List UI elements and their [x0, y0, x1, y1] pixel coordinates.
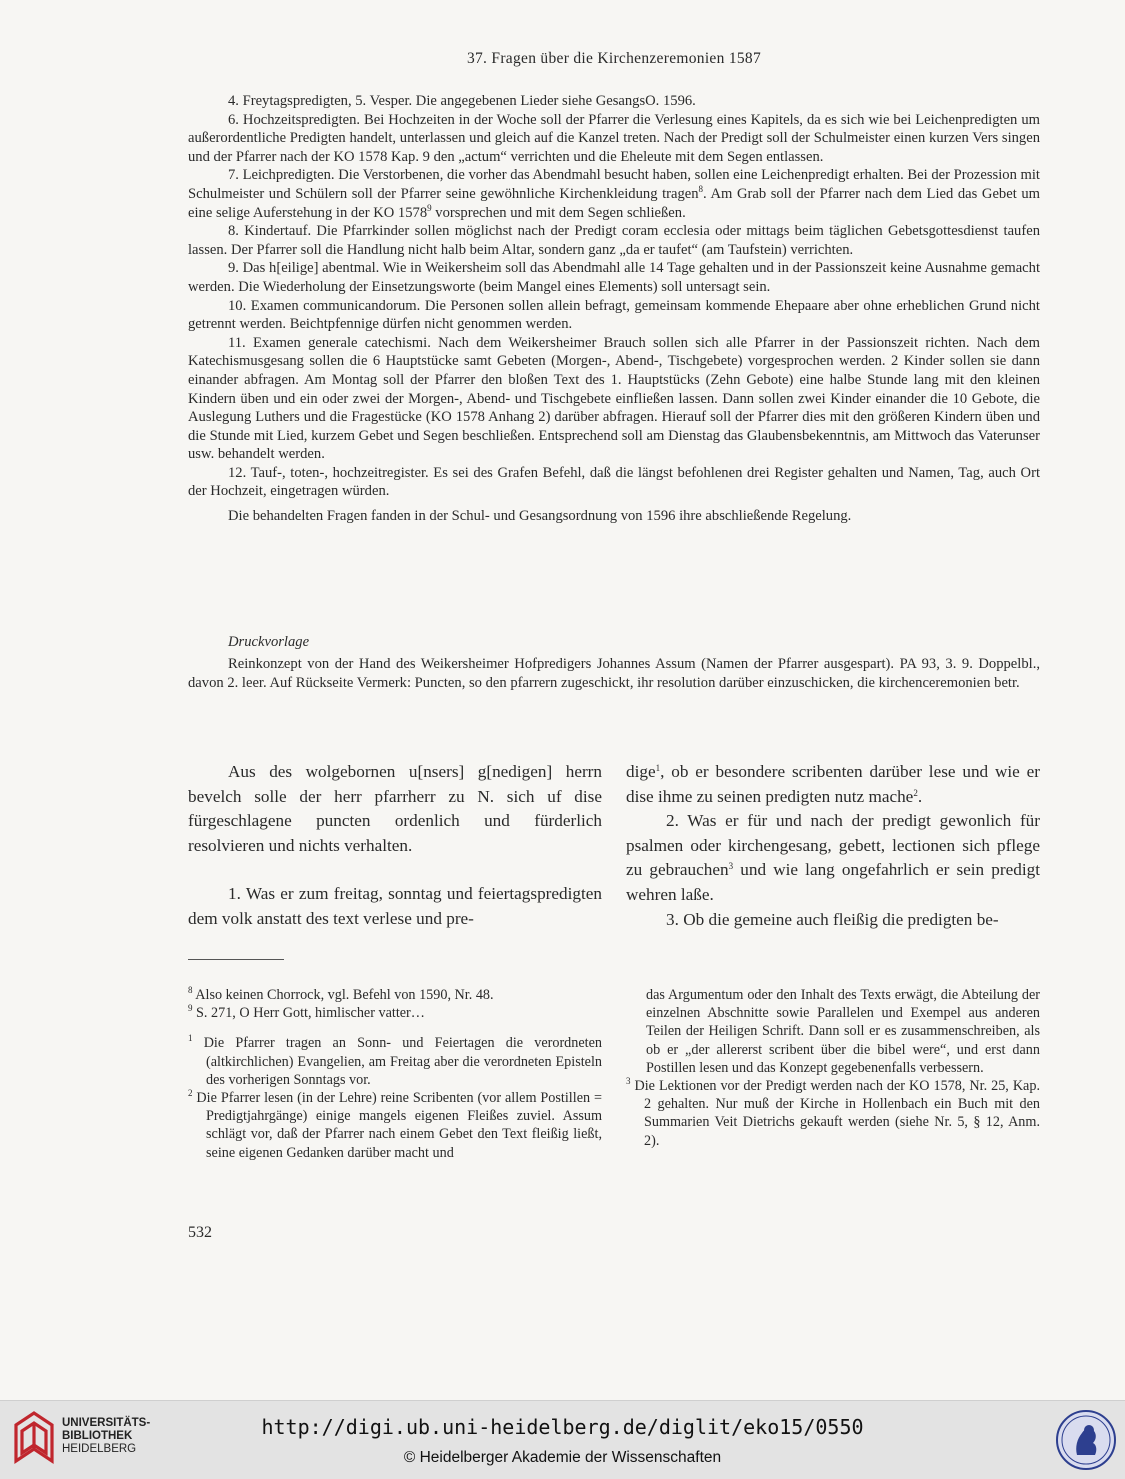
intro-paragraph: 11. Examen generale catechismi. Nach dem Weikersheimer Brauch sollen sich alle Pfarrer in der Passionszeit richten. Nach dem Katechismusgesang sollen die 6 Hauptstücke samt Gebeten (Morgen-, Abend-, Tischgebete) vorgesprochen werden. 2 Kinder sollen sie dann einander abfragen. Am Montag soll der Pfarrer den bloßen Text des 1. Hauptstücks (Zehn Gebote) eine halbe Stunde lang mit den kleinen Kindern üben und ein oder zwei der Morgen-, Abend- und Tischgebete einfließen lassen. Dann sollen zwei Kinder einander die 10 Gebote, die Auslegung Luthers und die Fragestücke (KO 1578 Anhang 2) darüber abfragen. Hierauf soll der Pfarrer dies mit den größeren Kindern üben und die Stunde mit Lied, kurzem Gebet und Segen beschließen. Entsprechend soll am Dienstag das Glaubensbekenntnis, am Mittwoch das Vaterunser usw. behandelt werden.	[188, 334, 1040, 463]
intro-paragraph: 4. Freytagspredigten, 5. Vesper. Die angegebenen Lieder siehe GesangsO. 1596.	[228, 93, 696, 109]
footnote-number: 8	[188, 985, 193, 995]
permalink-url[interactable]: http://digi.ub.uni-heidelberg.de/diglit/eko15/0550	[261, 1415, 864, 1439]
footnote	[188, 986, 602, 1004]
intro-paragraph: 9. Das h[eilige] abentmal. Wie in Weikersheim soll das Abendmahl alle 14 Tage gehalten und in der Passionszeit keine Ausnahme gemacht werden. Die Wiederholung der Einsetzungsworte (beim Mangel eines Elements) soll untersagt sein.	[188, 260, 1040, 295]
main-text: .	[917, 786, 923, 806]
footnote-ref: 2	[913, 787, 918, 798]
main-paragraph: Aus des wolgebornen u[nsers] g[nedigen] herrn bevelch solle der herr pfarrherr zu N. sich uf dise fürgeschlagene puncten ordenlich und fürderlich resolvieren und nichts verhalten.	[188, 762, 602, 855]
footnote-ref: 9	[427, 202, 432, 213]
intro-paragraph: 10. Examen communicandorum. Die Personen sollen allein befragt, gemeinsam kommende Ehepaare aber ohne erheblichen Grund nicht getrennt werden. Beichtpfennige dürfen nicht genommen werden.	[188, 297, 1040, 333]
footnotes-left-column	[188, 986, 602, 1162]
intro-text: vorsprechen und mit dem Segen schließen.	[431, 204, 686, 221]
intro-paragraph: 12. Tauf-, toten-, hochzeitregister. Es sei des Grafen Befehl, daß die längst befohlenen drei Register gehalten und Namen, Tag, auch Ort der Hochzeit, eingetragen würden.	[188, 464, 1040, 500]
footnote-text: Die Pfarrer lesen (in der Lehre) reine Scribenten (vor allem Postillen = Predigtjahrgänge) einige mangels eigenen Fleißes zuviel. Assum schlägt vor, daß der Pfarrer nach einem Gebet den Text fleißig ließt, seine eigenen Gedanken darüber macht und	[196, 1090, 602, 1161]
footnote	[188, 1034, 602, 1089]
footnote-divider	[188, 959, 284, 960]
intro-notes	[188, 92, 1040, 526]
footnote-continuation: das Argumentum oder den Inhalt des Texts erwägt, die Abteilung der einzelnen Abschnitte sowie Parallelen und Exempel aus anderen Teilen der Heiligen Schrift. Dann soll er es zusammenschreiben, als ob er „der allererst scribent über die bibel were“, und erst dann Postillen lesen und das Konzept gegebenenfalls verbessern.	[646, 987, 1040, 1076]
footnote	[188, 1004, 602, 1022]
footnote-text: Die Lektionen vor der Predigt werden nach der KO 1578, Nr. 25, Kap. 2 gehalten. Nur muß der Kirche in Hollenbach ein Buch mit den Summarien Veit Dietrichs gekauft werden (siehe Nr. 5, § 12, Anm. 2).	[634, 1078, 1040, 1149]
library-name-line: BIBLIOTHEK	[62, 1430, 133, 1442]
footnotes-right-column	[626, 986, 1040, 1150]
main-text-right-column	[626, 760, 1040, 932]
footnote-number: 3	[626, 1076, 631, 1087]
main-text: , ob er besondere scribenten darüber lese und wie er dise ihme zu seinen predigten nutz mache	[626, 762, 1040, 806]
footnote-number: 9	[188, 1003, 193, 1014]
main-paragraph	[626, 809, 1040, 907]
viewer-footer	[0, 1400, 1125, 1479]
footnote-ref: 1	[655, 763, 661, 773]
main-paragraph: 3. Ob die gemeine auch fleißig die predigten be-	[666, 909, 999, 929]
main-paragraph	[626, 760, 1040, 809]
intro-text: 7. Leichpredigten. Die Verstorbenen, die vorher das Abendmahl besucht haben, sollen eine Leichenpredigt erhalten. Bei der Prozession mit Schulmeister und Schülern soll der Pfarrer seine gewöhnliche Kirchenkleidung tragen	[188, 167, 1040, 202]
library-name-line: HEIDELBERG	[62, 1443, 137, 1455]
main-text-left-column	[188, 760, 602, 932]
intro-paragraph: 6. Hochzeitspredigten. Bei Hochzeiten in der Woche soll der Pfarrer die Verlesung eines Kapitels, da es sich wie bei Leichenpredigten um außerordentliche Predigten handelt, unterlassen und gleich auf die Kanzel treten. Nach der Predigt soll der Schulmeister einen kurzen Vers singen und der Pfarrer nach der KO 1578 Kap. 9 den „actum“ verrichten und die Eheleute mit dem Segen entlassen.	[188, 111, 1040, 165]
library-name-line: UNIVERSITÄTS-	[62, 1417, 151, 1429]
running-head: 37. Fragen über die Kirchenzeremonien 1587	[466, 50, 762, 67]
main-text: dige	[626, 762, 656, 781]
footnote-text: Also keinen Chorrock, vgl. Befehl von 1590, Nr. 48.	[195, 987, 494, 1003]
footnote-ref: 8	[698, 183, 704, 194]
intro-paragraph: 8. Kindertauf. Die Pfarrkinder sollen möglichst nach der Predigt coram ecclesia oder mittags beim täglichen Gebetsgottesdienst taufen lassen. Der Pfarrer soll die Handlung nicht halb beim Altar, sondern ganz „da er taufet“ (am Taufstein) verrichten.	[188, 223, 1040, 258]
footnote-ref: 3	[728, 861, 734, 872]
druckvorlage-heading: Druckvorlage	[228, 634, 310, 650]
copyright-notice: © Heidelberger Akademie der Wissenschaften	[403, 1449, 722, 1466]
footnote	[626, 1077, 1040, 1150]
academy-seal-icon[interactable]	[1055, 1409, 1117, 1471]
intro-paragraph	[188, 166, 1040, 222]
intro-paragraph: Die behandelten Fragen fanden in der Schul- und Gesangsordnung von 1596 ihre abschließende Regelung.	[228, 508, 852, 525]
druckvorlage-text	[188, 655, 1040, 692]
druckvorlage-paragraph: Reinkonzept von der Hand des Weikersheimer Hofpredigers Johannes Assum (Namen der Pfarrer ausgespart). PA 93, 3. 9. Doppelbl., davon 2. leer. Auf Rückseite Vermerk: Puncten, so den pfarrern zugeschickt, ihr resolution darüber einzuschicken, die kirchenceremonien betr.	[188, 656, 1040, 691]
footnote-number: 1	[188, 1033, 193, 1044]
footnote-text: Die Pfarrer tragen an Sonn- und Feiertagen die verordneten (altkirchlichen) Evangelien, am Freitag aber die verordneten Episteln des vorherigen Sonntags vor.	[203, 1035, 603, 1088]
footnote-text: S. 271, O Herr Gott, himlischer vatter…	[196, 1005, 425, 1022]
footnote	[188, 1089, 602, 1162]
intro-text: . Am Grab soll der Pfarrer nach dem Lied das Gebet um eine selige Auferstehung in der KO 1578	[188, 185, 1040, 221]
main-text: und wie lang ongefahrlich er sein predigt wehren laße.	[626, 860, 1040, 904]
main-text: 2. Was er für und nach der predigt gewonlich für psalmen oder kirchengesang, gebett, lectionen sich pflege zu gebrauchen	[626, 811, 1040, 880]
page-number: 532	[188, 1224, 212, 1241]
main-paragraph: 1. Was er zum freitag, sonntag und feiertagspredigten dem volk anstatt des text verlese und pre-	[188, 884, 602, 928]
footnote-number: 2	[188, 1088, 193, 1099]
